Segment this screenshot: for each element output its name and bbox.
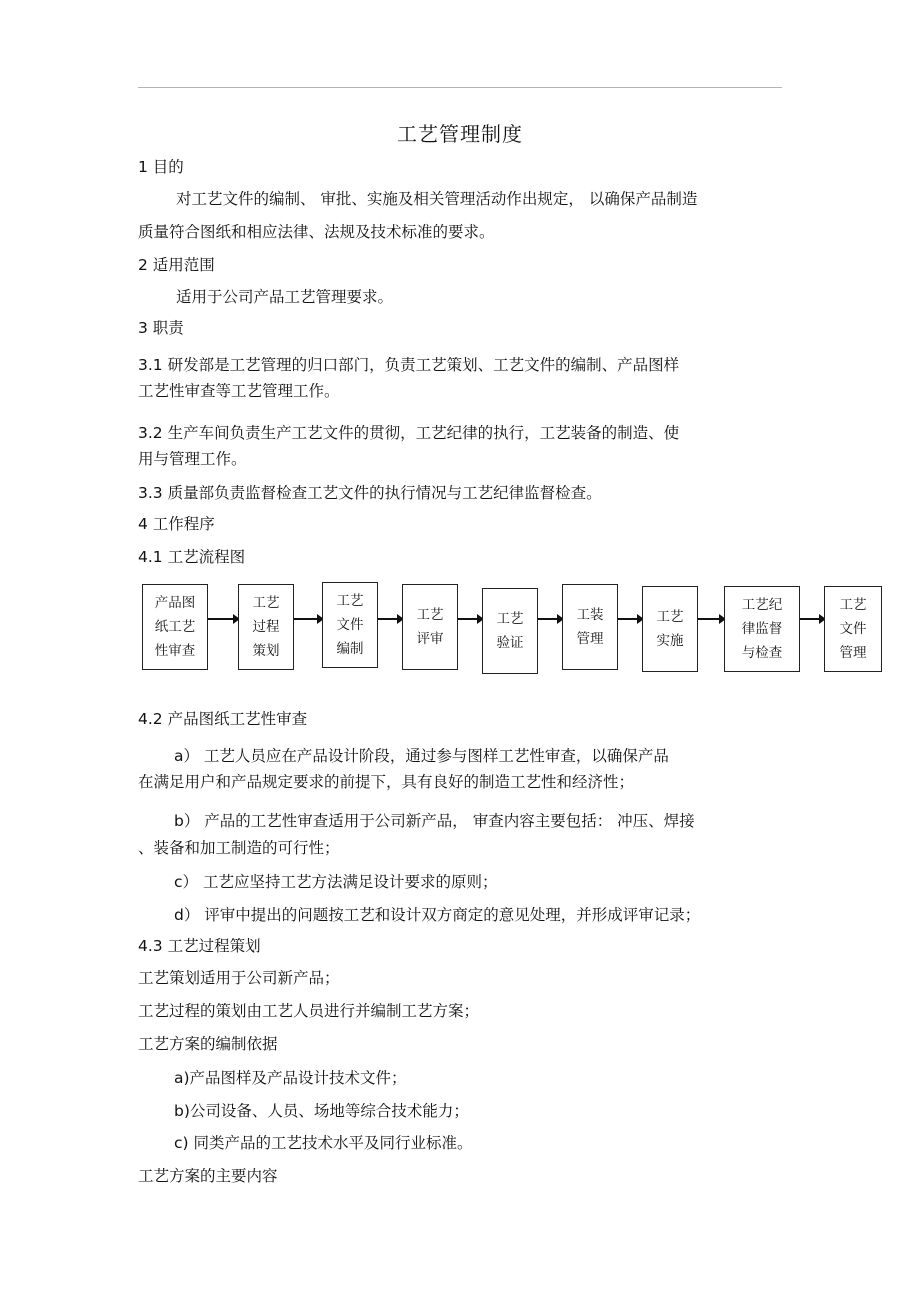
item-3-1-line-1: 3.1 研发部是工艺管理的归口部门，负责工艺策划、工艺文件的编制、产品图样 (138, 356, 680, 374)
section-1-para-line-2: 质量符合图纸和相应法律、法规及技术标准的要求。 (138, 223, 495, 241)
flow-arrow (698, 618, 724, 620)
item-3-2-line-2: 用与管理工作。 (138, 450, 247, 468)
item-d: d） 评审中提出的问题按工艺和设计双方商定的意见处理，并形成评审记录； (174, 906, 701, 924)
section-4-1-heading: 4.1 工艺流程图 (138, 548, 246, 566)
para-plan-contents: 工艺方案的主要内容 (138, 1167, 278, 1185)
item-a-line-1: a） 工艺人员应在产品设计阶段，通过参与图样工艺性审查，以确保产品 (174, 747, 669, 765)
flow-step-discipline-inspection: 工艺纪 律监督 与检查 (724, 586, 800, 672)
process-flow-chart (138, 578, 888, 688)
section-4-3-heading: 4.3 工艺过程策划 (138, 937, 261, 955)
flow-step-drawing-review: 产品图 纸工艺 性审查 (142, 584, 208, 670)
flow-arrow (378, 618, 402, 620)
flow-arrow (618, 618, 642, 620)
flow-arrow (294, 618, 322, 620)
section-1-heading: 1 目的 (138, 158, 184, 176)
flow-step-process-implementation: 工艺 实施 (642, 586, 698, 672)
item-b-line-2: 、装备和加工制造的可行性； (138, 839, 340, 857)
section-4-2-heading: 4.2 产品图纸工艺性审查 (138, 710, 308, 728)
flow-arrow (800, 618, 824, 620)
item-b-line-1: b） 产品的工艺性审查适用于公司新产品， 审查内容主要包括： 冲压、焊接 (174, 812, 695, 830)
flow-step-process-review: 工艺 评审 (402, 584, 458, 670)
section-2-para: 适用于公司产品工艺管理要求。 (176, 288, 394, 306)
item-a-line-2: 在满足用户和产品规定要求的前提下，具有良好的制造工艺性和经济性； (138, 773, 635, 791)
page-title: 工艺管理制度 (397, 122, 523, 146)
flow-step-document-management: 工艺 文件 管理 (824, 586, 882, 672)
flow-arrow (538, 618, 562, 620)
header-rule (138, 87, 782, 88)
section-3-heading: 3 职责 (138, 319, 184, 337)
item-3-3: 3.3 质量部负责监督检查工艺文件的执行情况与工艺纪律监督检查。 (138, 484, 602, 502)
basis-item-c: c) 同类产品的工艺技术水平及同行业标准。 (174, 1134, 473, 1152)
section-4-heading: 4 工作程序 (138, 515, 215, 533)
item-c: c） 工艺应坚持工艺方法满足设计要求的原则； (174, 873, 498, 891)
flow-arrow (458, 618, 482, 620)
flow-step-process-verification: 工艺 验证 (482, 588, 538, 674)
basis-item-a: a)产品图样及产品设计技术文件； (174, 1069, 407, 1087)
flow-step-tooling-management: 工装 管理 (562, 584, 618, 670)
item-3-2-line-1: 3.2 生产车间负责生产工艺文件的贯彻，工艺纪律的执行，工艺装备的制造、使 (138, 424, 680, 442)
flow-step-document-compilation: 工艺 文件 编制 (322, 582, 378, 668)
section-2-heading: 2 适用范围 (138, 256, 215, 274)
basis-item-b: b)公司设备、人员、场地等综合技术能力； (174, 1102, 469, 1120)
flow-step-process-planning: 工艺 过程 策划 (238, 584, 294, 670)
para-planning-responsibility: 工艺过程的策划由工艺人员进行并编制工艺方案； (138, 1002, 480, 1020)
item-3-1-line-2: 工艺性审查等工艺管理工作。 (138, 382, 340, 400)
para-planning-scope: 工艺策划适用于公司新产品； (138, 969, 340, 987)
section-1-para-line-1: 对工艺文件的编制、 审批、实施及相关管理活动作出规定， 以确保产品制造 (176, 190, 698, 208)
flow-arrow (208, 618, 238, 620)
para-plan-basis: 工艺方案的编制依据 (138, 1035, 278, 1053)
